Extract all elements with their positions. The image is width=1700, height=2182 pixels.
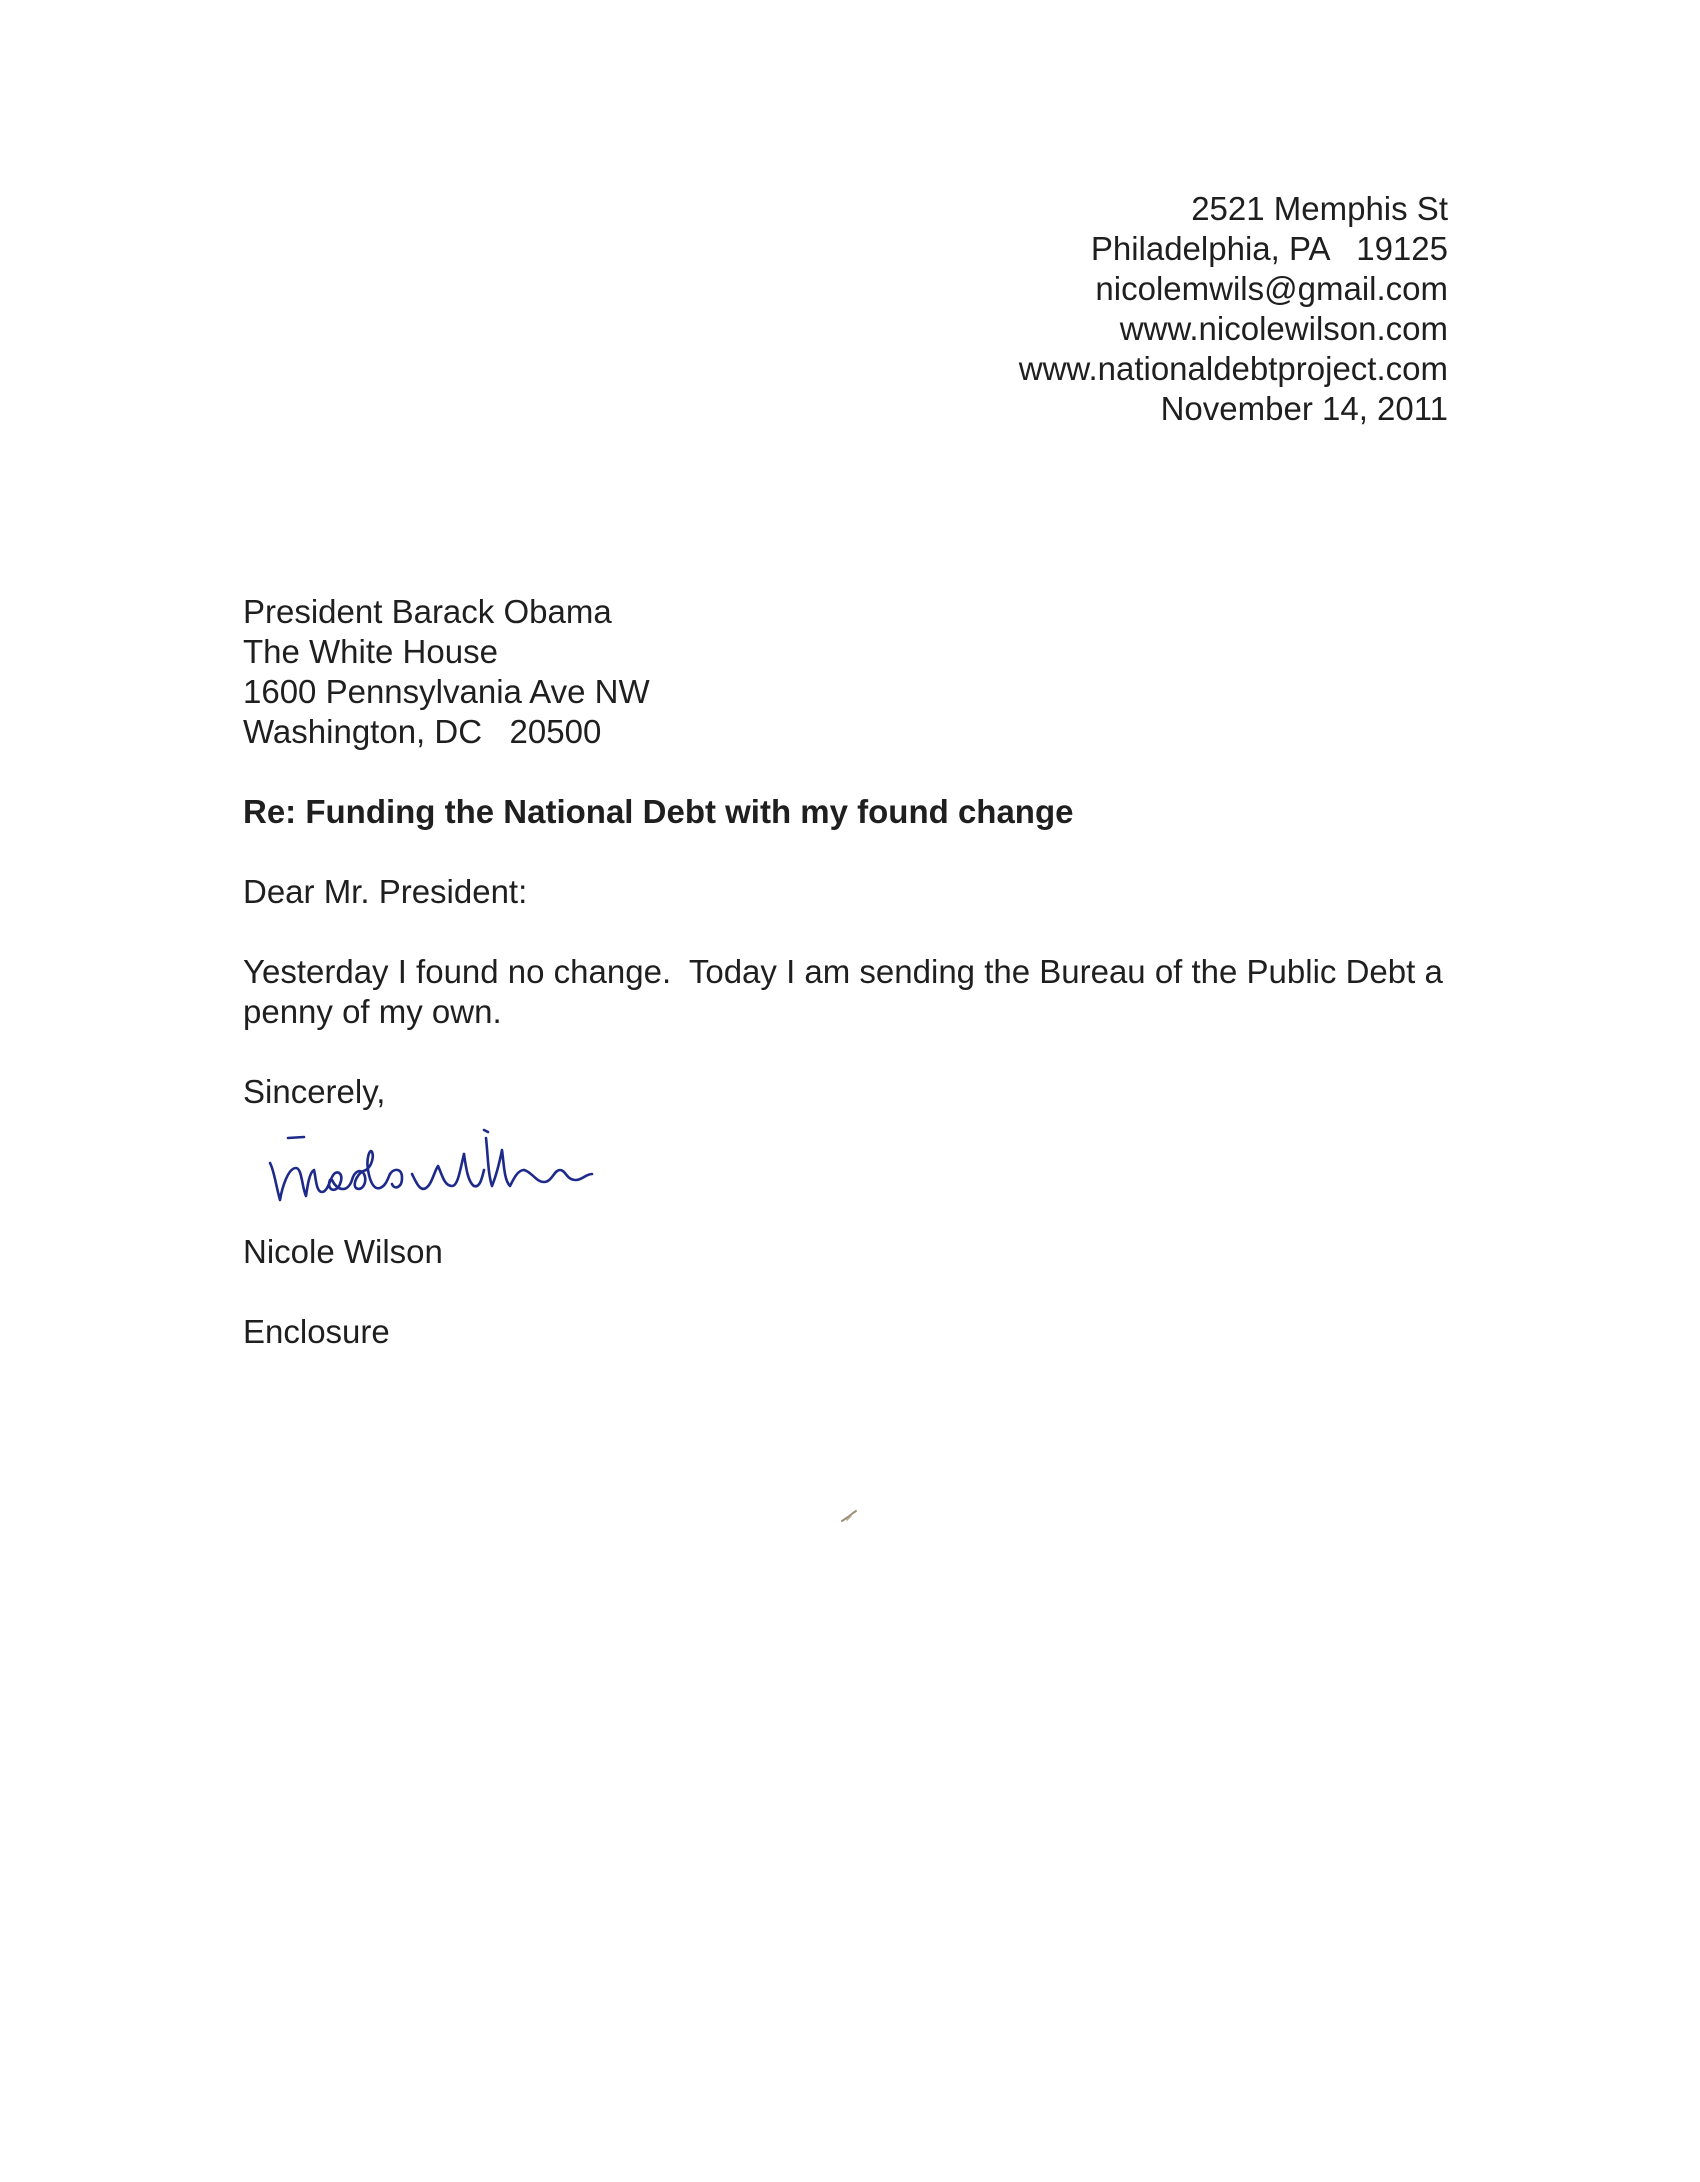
sender-city-line: Philadelphia, PA 19125: [1090, 230, 1448, 267]
salutation: Dear Mr. President:: [243, 873, 528, 910]
letter-body: Yesterday I found no change. Today I am sending the Bureau of the Public Debt a penny of my own.: [243, 953, 1452, 1030]
recipient-name: President Barack Obama: [243, 593, 612, 630]
sender-street: 2521 Memphis St: [1191, 190, 1448, 227]
sender-website-personal: www.nicolewilson.com: [1119, 310, 1448, 347]
sender-website-project: www.nationaldebtproject.com: [1018, 350, 1448, 387]
enclosure-notation: Enclosure: [243, 1313, 390, 1350]
recipient-street: 1600 Pennsylvania Ave NW: [243, 673, 650, 710]
closing: Sincerely,: [243, 1073, 386, 1110]
subject-line: Re: Funding the National Debt with my found change: [243, 793, 1074, 830]
letter-date: November 14, 2011: [1160, 390, 1448, 427]
recipient-organization: The White House: [243, 633, 498, 670]
recipient-city-line: Washington, DC 20500: [243, 713, 602, 750]
scan-speck: [840, 1508, 858, 1524]
recipient-address-block: [243, 592, 650, 752]
sender-email: nicolemwils@gmail.com: [1095, 270, 1448, 307]
handwritten-signature: [262, 1108, 714, 1218]
sender-address-block: [1019, 189, 1448, 429]
signer-name: Nicole Wilson: [243, 1233, 443, 1270]
